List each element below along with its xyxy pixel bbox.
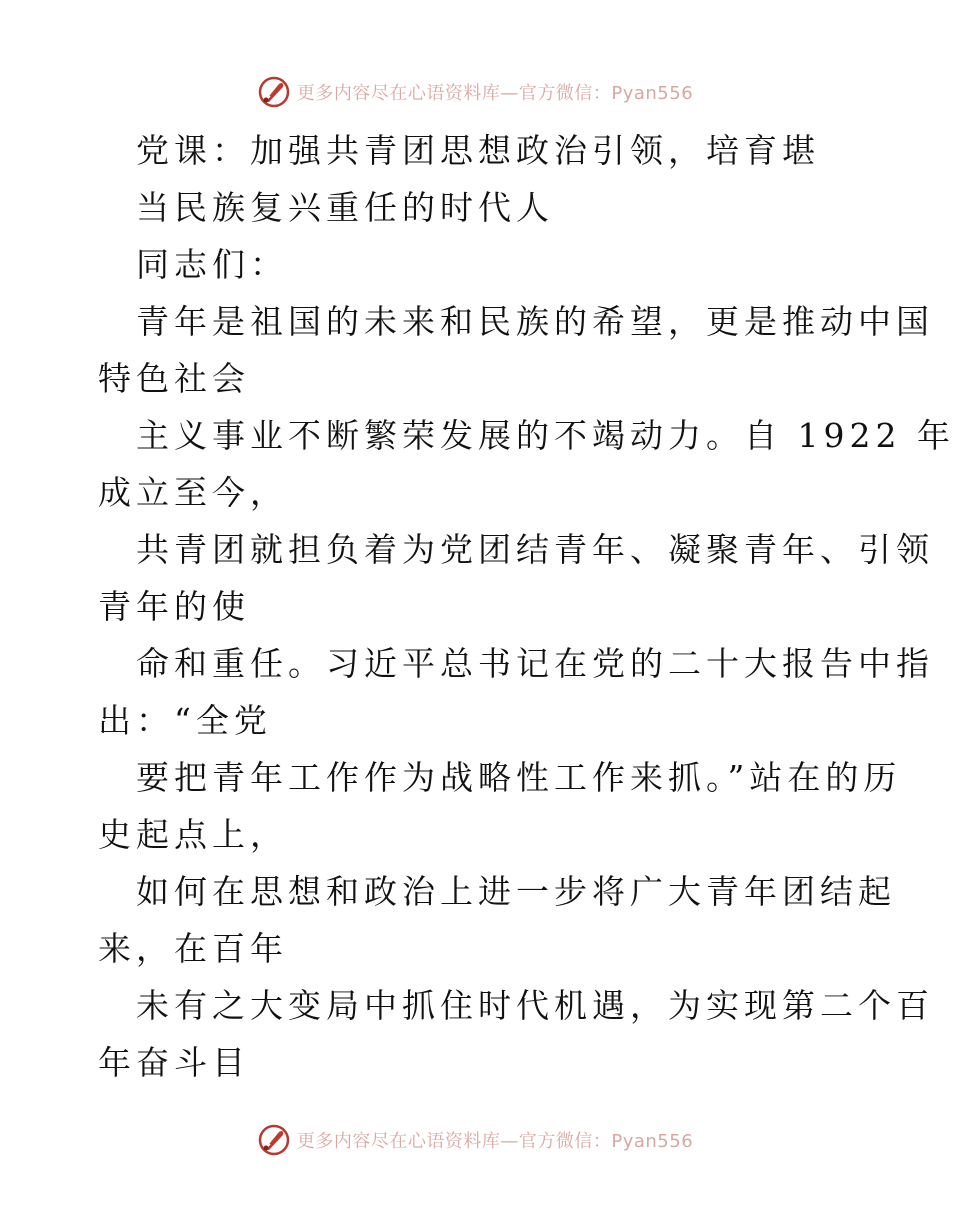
text-line: 同志们： bbox=[136, 245, 288, 284]
text-line: 未有之大变局中抓住时代机遇，为实现第二个百 bbox=[136, 986, 934, 1025]
watermark-text: 更多内容尽在心语资料库—官方微信：Pyan556 bbox=[296, 1131, 694, 1152]
text-line: 命和重任。习近平总书记在党的二十大报告中指 bbox=[136, 644, 934, 683]
watermark-group bbox=[257, 75, 693, 109]
text-line: 成立至今， bbox=[98, 473, 288, 512]
header-watermark bbox=[0, 72, 950, 112]
text-line: 史起点上， bbox=[98, 815, 288, 854]
text-line: 如何在思想和政治上进一步将广大青年团结起 bbox=[136, 872, 896, 911]
document-body bbox=[98, 122, 955, 1091]
watermark-text: 更多内容尽在心语资料库—官方微信：Pyan556 bbox=[296, 83, 694, 104]
text-line: 出：“全党 bbox=[98, 701, 272, 740]
text-line: 年奋斗目 bbox=[98, 1043, 250, 1082]
text-line: 青年的使 bbox=[98, 587, 250, 626]
watermark-group bbox=[257, 1123, 693, 1157]
text-line: 特色社会 bbox=[98, 359, 250, 398]
footer-watermark bbox=[0, 1120, 950, 1160]
text-line: 来，在百年 bbox=[98, 929, 288, 968]
text-line: 主义事业不断繁荣发展的不竭动力。自 1922 年 bbox=[136, 416, 955, 455]
quill-pen-logo-icon bbox=[257, 1123, 291, 1157]
text-line: 共青团就担负着为党团结青年、凝聚青年、引领 bbox=[136, 530, 934, 569]
text-line: 当民族复兴重任的时代人 bbox=[136, 188, 554, 227]
text-line: 青年是祖国的未来和民族的希望，更是推动中国 bbox=[136, 302, 934, 341]
text-line: 党课：加强共青团思想政治引领，培育堪 bbox=[136, 131, 820, 170]
quill-pen-logo-icon bbox=[257, 75, 291, 109]
text-line: 要把青年工作作为战略性工作来抓。”站在的历 bbox=[136, 758, 902, 797]
